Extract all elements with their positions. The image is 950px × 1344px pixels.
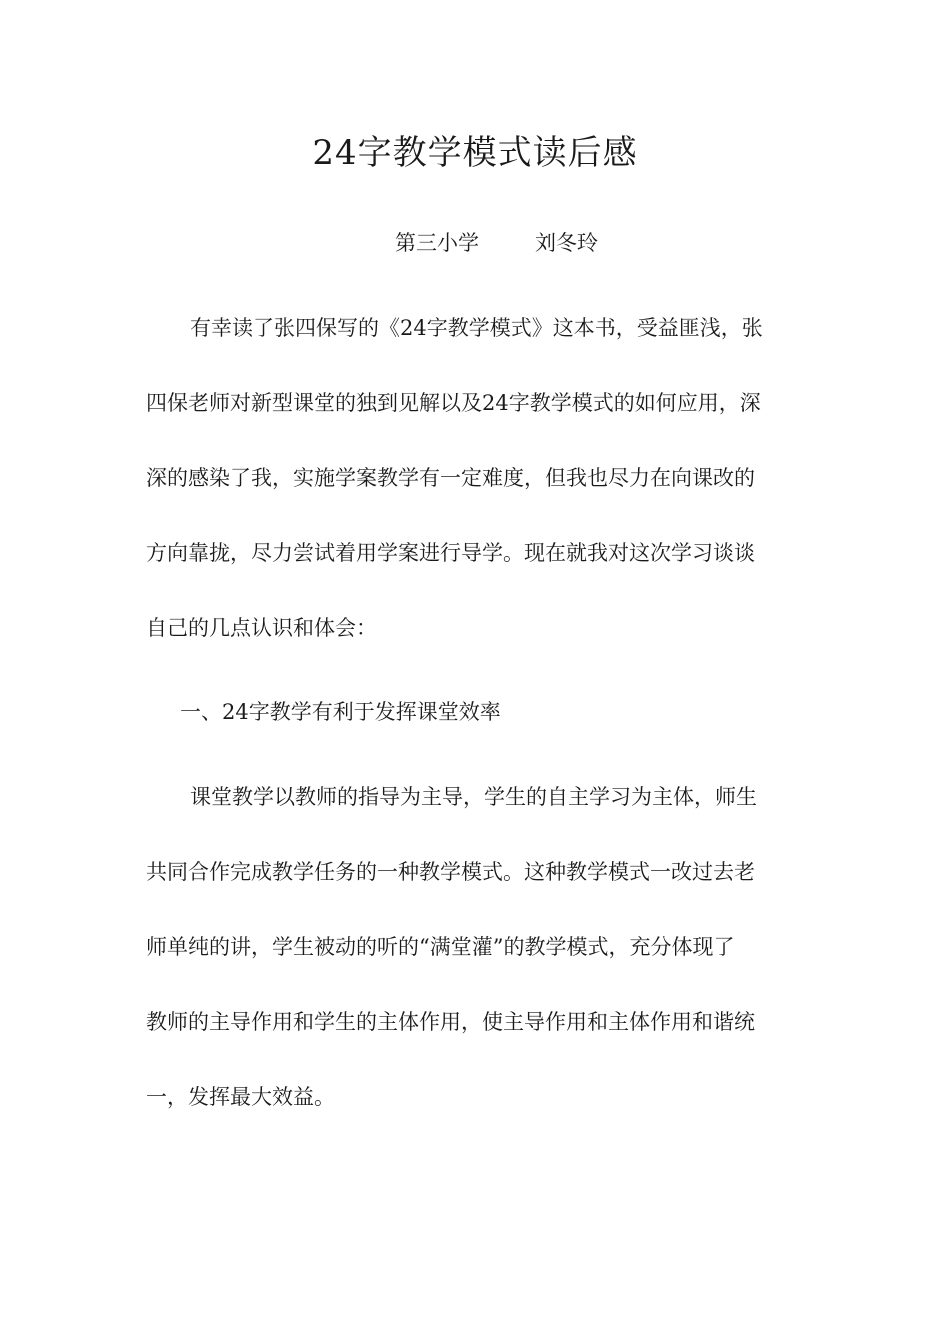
paragraph-section-one [146, 760, 806, 1135]
paragraph-line: 深的感染了我，实施学案教学有一定难度，但我也尽力在向课改的 [146, 466, 755, 490]
paragraph-line: 课堂教学以教师的指导为主导，学生的自主学习为主体，师生 [190, 785, 757, 809]
school-name: 第三小学 [395, 231, 479, 255]
section-heading: 一、24字教学有利于发挥课堂效率 [180, 700, 501, 724]
paragraph-line: 教师的主导作用和学生的主体作用，使主导作用和主体作用和谐统 [146, 1010, 755, 1034]
paragraph-line: 方向靠拢，尽力尝试着用学案进行导学。现在就我对这次学习谈谈 [146, 541, 755, 565]
author-name: 刘冬玲 [535, 231, 598, 255]
paragraph-line: 共同合作完成教学任务的一种教学模式。这种教学模式一改过去老 [146, 860, 755, 884]
document-title: 24字教学模式读后感 [312, 133, 638, 173]
paragraph-line: 一，发挥最大效益。 [146, 1085, 335, 1109]
paragraph-line: 四保老师对新型课堂的独到见解以及24字教学模式的如何应用，深 [146, 391, 761, 415]
byline [395, 226, 598, 260]
paragraph-intro [146, 291, 806, 666]
paragraph-line: 有幸读了张四保写的《24字教学模式》这本书，受益匪浅，张 [190, 316, 763, 340]
paragraph-line: 自己的几点认识和体会： [146, 616, 377, 640]
paragraph-line: 师单纯的讲，学生被动的听的“满堂灌”的教学模式，充分体现了 [146, 935, 735, 959]
